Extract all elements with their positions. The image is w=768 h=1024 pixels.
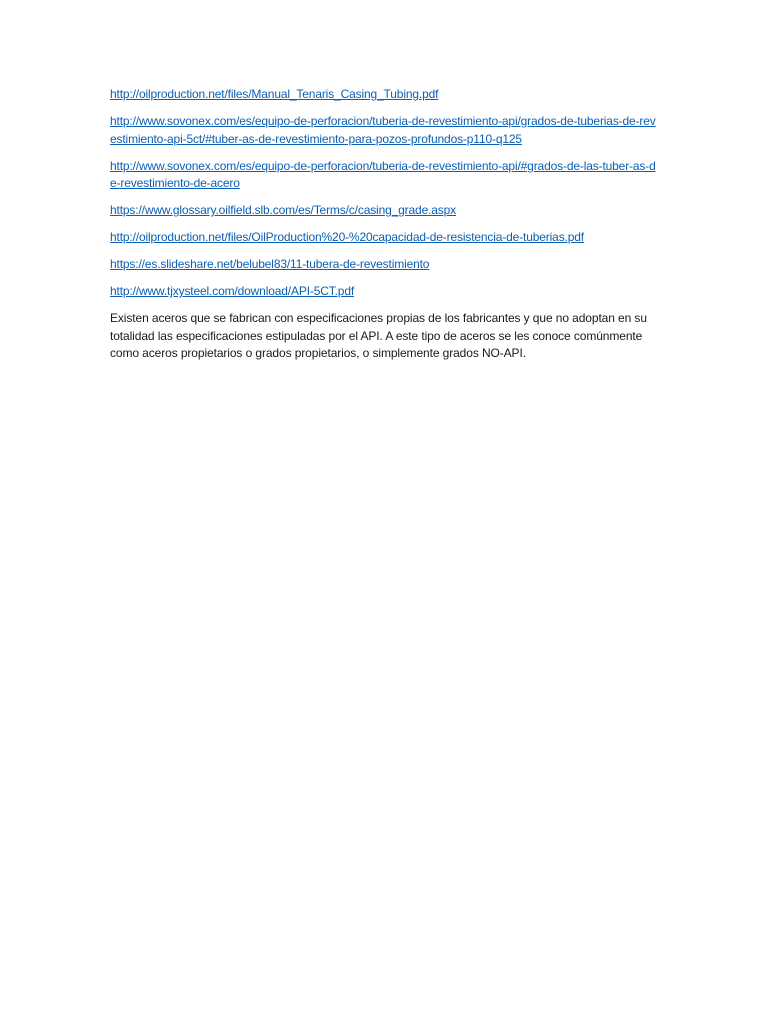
- reference-link-slideshare[interactable]: https://es.slideshare.net/belubel83/11-tubera-de-revestimiento: [110, 257, 430, 271]
- reference-link-sovonex-p110-q125[interactable]: http://www.sovonex.com/es/equipo-de-perforacion/tuberia-de-revestimiento-api/grados-de-tuberias-de-revestimiento-api-5ct/#tuber-as-de-revestimiento-para-pozos-profundos-p110-q125: [110, 114, 656, 146]
- reference-link-slb-glossary[interactable]: https://www.glossary.oilfield.slb.com/es/Terms/c/casing_grade.aspx: [110, 203, 457, 217]
- document-page: [110, 86, 658, 363]
- reference-link-tjxysteel-api-5ct[interactable]: http://www.tjxysteel.com/download/API-5CT.pdf: [110, 284, 355, 298]
- reference-link-sovonex-grados-acero[interactable]: http://www.sovonex.com/es/equipo-de-perforacion/tuberia-de-revestimiento-api/#grados-de-las-tuber-as-de-revestimiento-de-acero: [110, 158, 656, 190]
- body-paragraph: Existen aceros que se fabrican con especificaciones propias de los fabricantes y que no adoptan en su totalidad las especificaciones estipuladas por el API. A este tipo de aceros se les conoce comúnmente como aceros propietarios o grados propietarios, o simplemente grados NO-API.: [110, 311, 647, 360]
- reference-link-tenaris-manual[interactable]: http://oilproduction.net/files/Manual_Tenaris_Casing_Tubing.pdf: [110, 87, 439, 101]
- reference-link-oilproduction-resistencia[interactable]: http://oilproduction.net/files/OilProduction%20-%20capacidad-de-resistencia-de-tuberias.pdf: [110, 230, 584, 244]
